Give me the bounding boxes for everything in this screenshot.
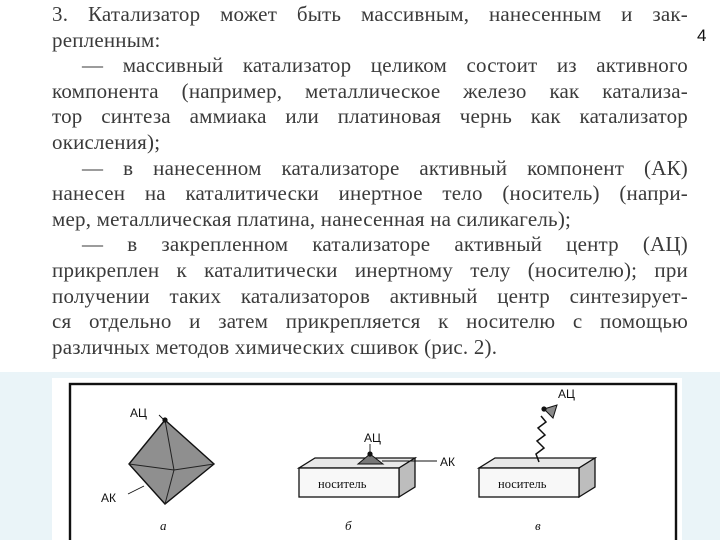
panel-a-label-center: АЦ: [130, 406, 147, 420]
text-line: различных методов химических сшивок (рис. 2).: [52, 334, 498, 359]
panel-b-carrier-label: носитель: [318, 477, 367, 491]
active-center-dot: [162, 417, 167, 422]
text-line: репленным:: [52, 27, 161, 52]
panel-a-label-component: АК: [101, 491, 116, 505]
octahedron-body: [129, 420, 214, 504]
text-line: — массивный катализатор целиком состоит из активного: [82, 53, 688, 78]
text-block: [52, 2, 688, 360]
carrier-top: [479, 458, 595, 468]
text-line: — в нанесенном катализаторе активный компонент (АК): [82, 155, 688, 180]
text-line: компонента (например, металлическое железо как катализа-: [52, 78, 688, 103]
page-number: 4: [697, 26, 707, 45]
panel-a-letter: а: [160, 518, 167, 533]
panel-c-letter: в: [535, 518, 541, 533]
catalyst-figure: [52, 378, 682, 540]
linker-chain: [536, 416, 546, 462]
text-line: тор синтеза аммиака или платиновая чернь как катализатор: [52, 104, 688, 129]
panel-b-letter: б: [345, 518, 352, 533]
panel-c-carrier-label: носитель: [498, 477, 547, 491]
panel-b-label-center: АЦ: [364, 431, 381, 445]
label-leader: [128, 486, 144, 494]
text-line: ся отдельно и затем прикрепляется к носителю с помощью: [52, 309, 688, 334]
text-line: нанесен на каталитически инертное тело (носитель) (напри-: [52, 181, 688, 206]
text-line: — в закрепленном катализаторе активный центр (АЦ): [82, 232, 688, 257]
panel-b-label-component: АК: [440, 455, 455, 469]
catalyst-figure-svg: [52, 378, 682, 540]
panel-a-octahedron: [128, 415, 214, 504]
active-center-block: [544, 405, 557, 418]
text-line: прикреплен к каталитически инертному телу (носителю); при: [52, 257, 688, 282]
text-line: получении таких катализаторов активный центр синтезирует-: [52, 283, 688, 308]
active-center-dot: [367, 451, 372, 456]
carrier-top: [299, 458, 415, 468]
text-line: окисления);: [52, 129, 161, 154]
panel-c-label-center: АЦ: [558, 387, 575, 401]
active-center-dot: [541, 406, 546, 411]
text-line: мер, металлическая платина, нанесенная на силикагель);: [52, 206, 572, 231]
text-line: 3. Катализатор может быть массивным, нанесенным и зак-: [52, 2, 688, 26]
label-leader: [159, 415, 164, 420]
